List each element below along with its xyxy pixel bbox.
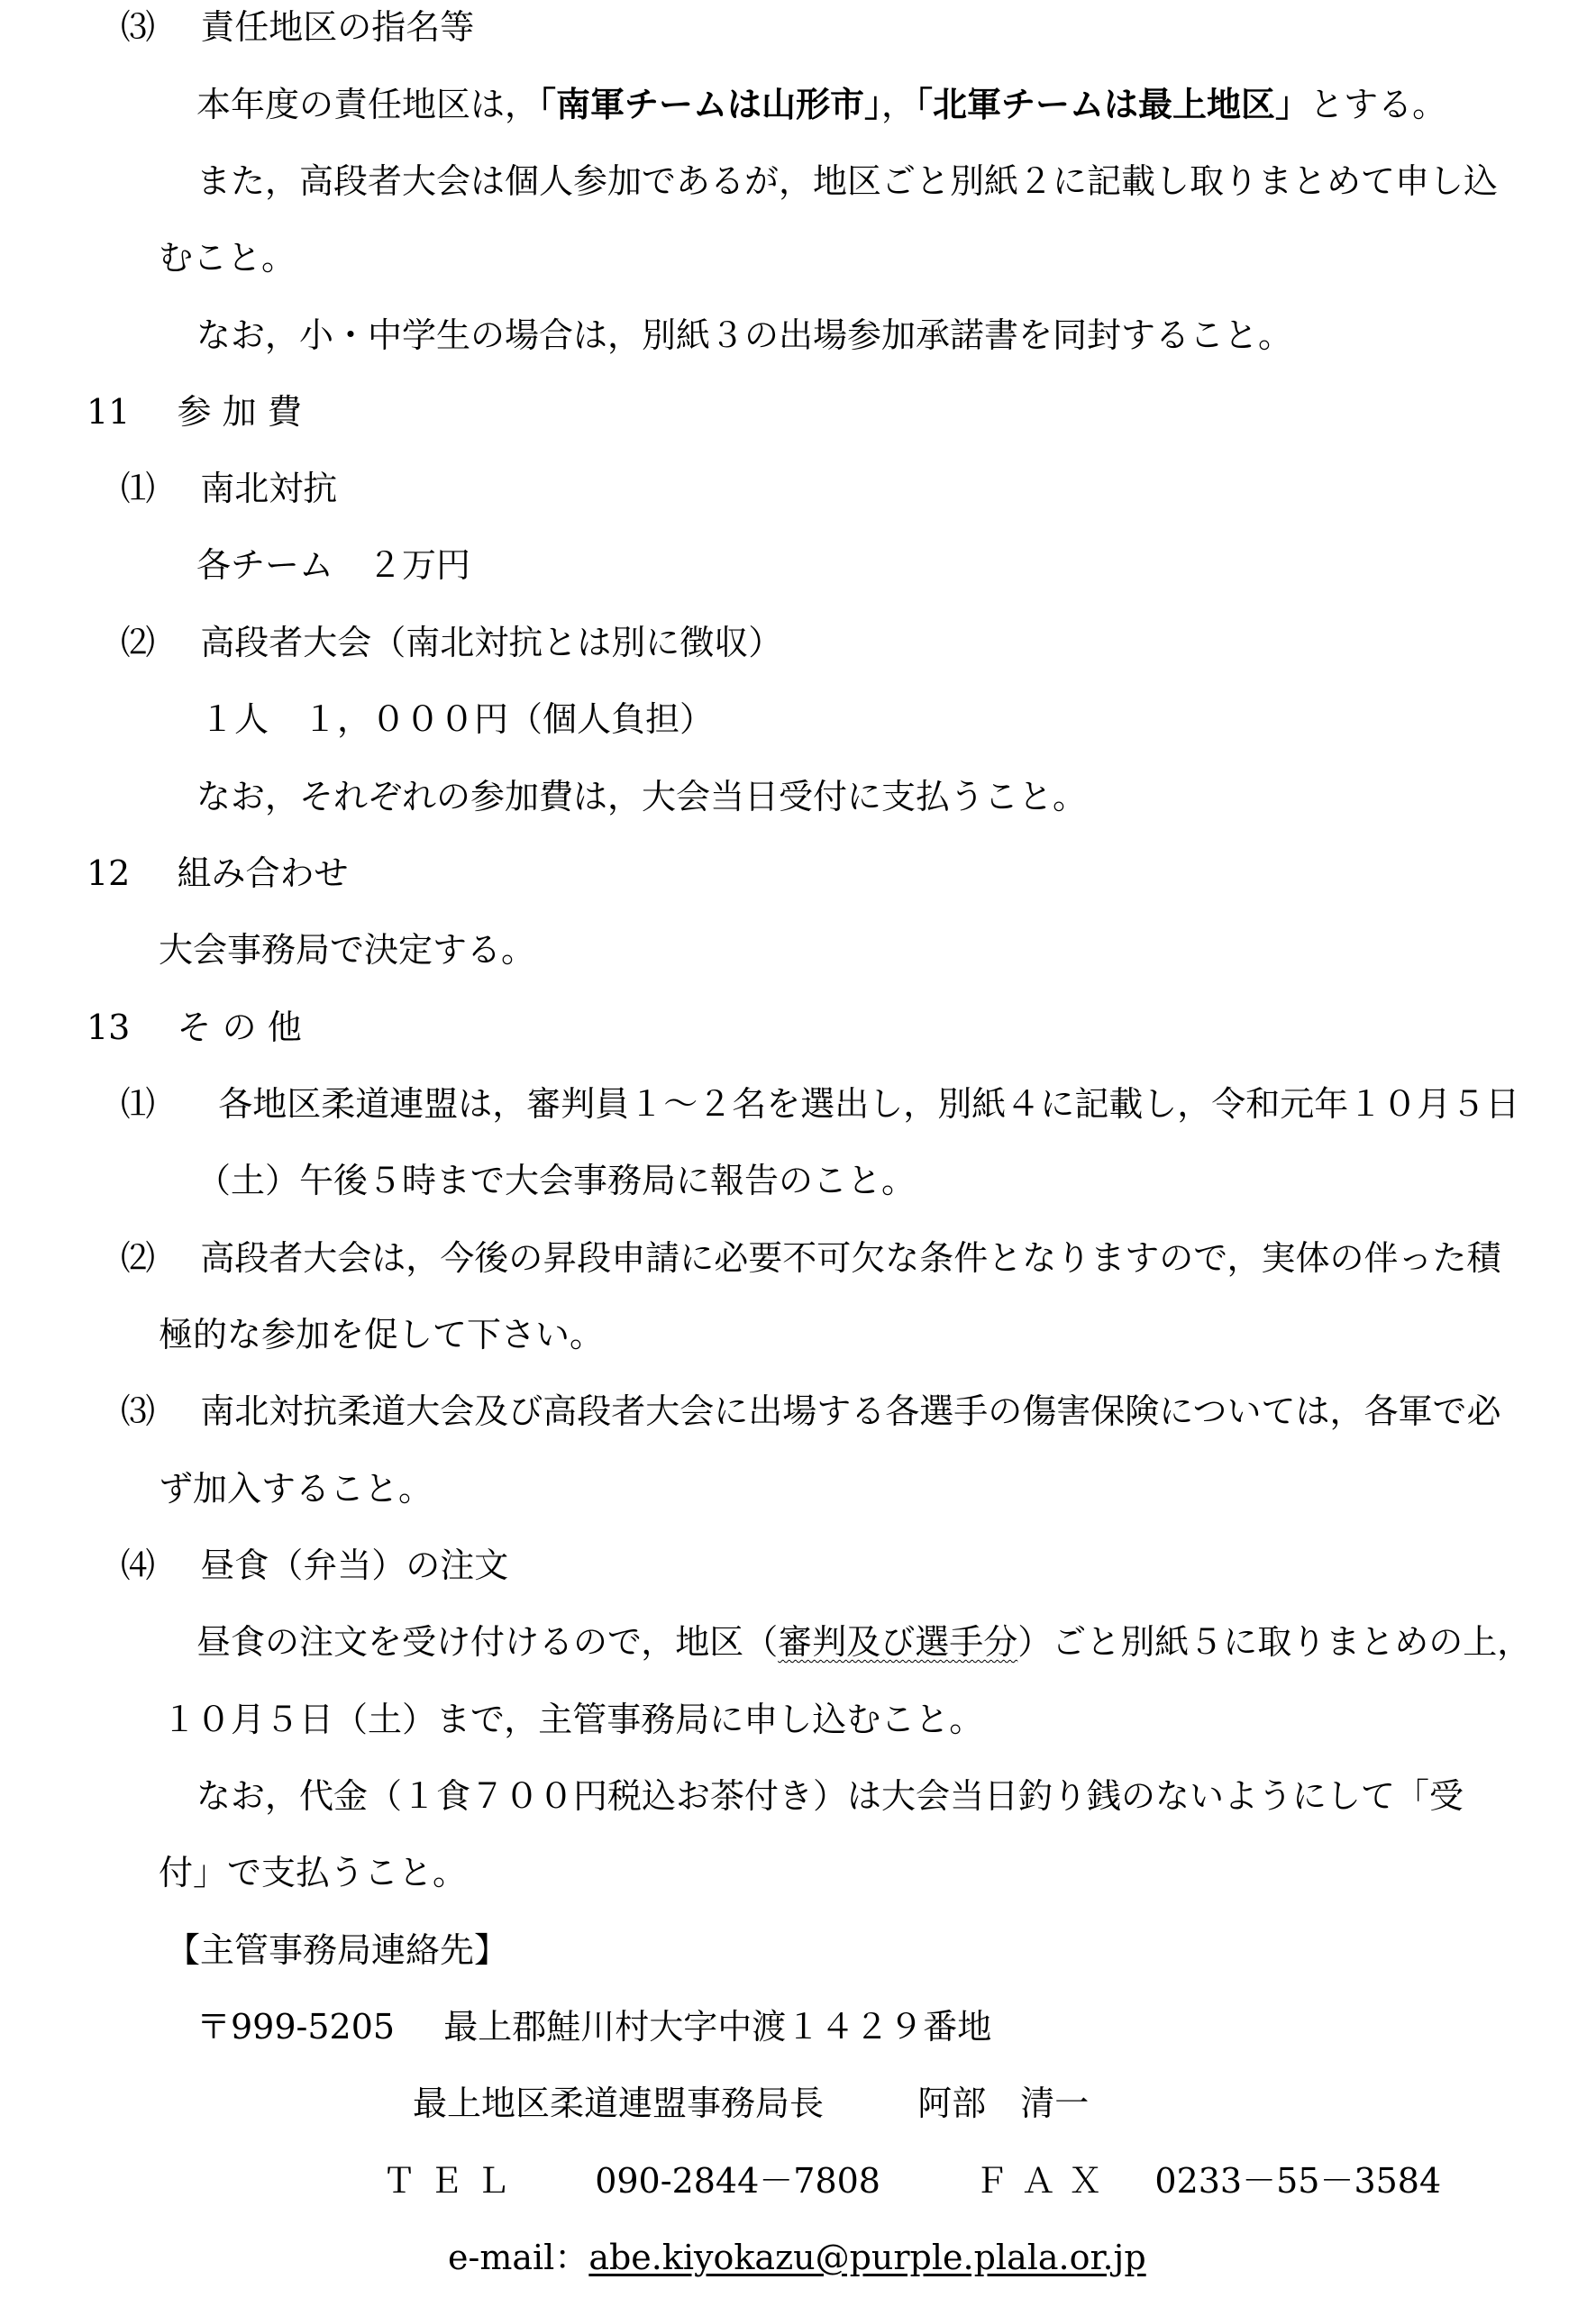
- item-number: ⑶: [121, 1391, 156, 1431]
- fee-item-2-detail: １人 １，０００円（個人負担）: [200, 699, 715, 739]
- section-number: 11: [87, 392, 131, 432]
- item-number: ⑵: [121, 1238, 156, 1278]
- section-13-heading: [87, 1006, 302, 1049]
- other-item-3-line2: ず加入すること。: [159, 1469, 433, 1509]
- item-number: ⑴: [121, 1084, 156, 1124]
- item-number: ⑵: [121, 623, 156, 662]
- referee-and-players-emphasis: 審判及び選手分: [778, 1622, 1018, 1662]
- postal-code: 〒999-5205: [196, 2007, 396, 2047]
- south-team-emphasis: 「南軍チームは山形市」: [539, 84, 882, 124]
- fee-item-1-detail: 各チーム ２万円: [196, 545, 471, 585]
- other-item-3-line1: [121, 1390, 1500, 1433]
- fee-item-1: [121, 467, 337, 510]
- item-number: ⑶: [121, 7, 156, 47]
- fee-note: なお，それぞれの参加費は，大会当日受付に支払うこと。: [196, 777, 1088, 816]
- minor-consent-paragraph: なお，小・中学生の場合は，別紙３の出場参加承諾書を同封すること。: [196, 315, 1293, 355]
- senior-entry-paragraph-line1: また，高段者大会は個人参加であるが，地区ごと別紙２に記載し取りまとめて申し込: [196, 161, 1499, 201]
- section-12-heading: [87, 852, 349, 895]
- contact-email-line: [448, 2236, 1146, 2279]
- fax-number: 0233－55－3584: [1154, 2161, 1442, 2201]
- north-team-emphasis: 「北軍チームは最上地区」: [916, 84, 1310, 124]
- postal-address: 最上郡鮭川村大字中渡１４２９番地: [443, 2007, 992, 2047]
- contact-phone-line: [382, 2159, 1441, 2202]
- item-number: ⑴: [121, 469, 156, 508]
- section-10-3-heading: [121, 5, 474, 49]
- email-link[interactable]: abe.kiyokazu@purple.plala.or.jp: [588, 2238, 1146, 2277]
- item-text: 高段者大会は，今後の昇段申請に必要不可欠な条件となりますので，実体の伴った積: [200, 1238, 1501, 1278]
- item-title: 高段者大会（南北対抗とは別に徴収）: [200, 623, 783, 662]
- item-title: 南北対抗: [200, 469, 338, 508]
- item-title: 昼食（弁当）の注文: [200, 1546, 509, 1585]
- fax-label: ＦＡＸ: [974, 2161, 1116, 2201]
- paragraph-text: ，: [881, 85, 917, 124]
- paragraph-text: 本年度の責任地区は，: [196, 85, 540, 124]
- other-item-2-line2: 極的な参加を促して下さい。: [159, 1315, 605, 1354]
- other-item-4-heading: [121, 1544, 508, 1587]
- pairing-text: 大会事務局で決定する。: [159, 930, 536, 970]
- section-title: 組み合わせ: [177, 853, 349, 893]
- fee-item-2: [121, 621, 782, 664]
- paragraph-text: とする。: [1309, 85, 1447, 124]
- contact-address-line: [196, 2005, 991, 2048]
- email-label: e-mail：: [448, 2238, 589, 2277]
- section-number: 12: [87, 853, 131, 893]
- section-title: そ の 他: [177, 1008, 302, 1047]
- item-text: 南北対抗柔道大会及び高段者大会に出場する各選手の傷害保険については，各軍で必: [200, 1391, 1501, 1431]
- other-item-2-line1: [121, 1236, 1500, 1280]
- contact-name: 阿部 清一: [917, 2084, 1090, 2123]
- item-text: 各地区柔道連盟は，審判員１～２名を選出し，別紙４に記載し，令和元年１０月５日: [218, 1084, 1520, 1124]
- senior-entry-paragraph-line2: むこと。: [159, 238, 296, 278]
- section-number: 13: [87, 1008, 131, 1047]
- contact-person-line: [413, 2082, 1089, 2125]
- organization-title: 最上地区柔道連盟事務局長: [413, 2084, 825, 2123]
- contact-heading: 【主管事務局連絡先】: [166, 1930, 509, 1970]
- lunch-payment-paragraph-line1: なお，代金（１食７００円税込お茶付き）は大会当日釣り銭のないようにして「受: [196, 1776, 1464, 1816]
- lunch-order-paragraph-line1: [196, 1620, 1531, 1664]
- responsible-area-paragraph: [196, 83, 1446, 126]
- section-11-heading: [87, 390, 302, 433]
- item-title: 責任地区の指名等: [200, 7, 475, 47]
- section-title: 参 加 費: [177, 392, 302, 432]
- paragraph-text: ）ごと別紙５に取りまとめの上，: [1017, 1622, 1532, 1662]
- item-number: ⑷: [121, 1546, 156, 1585]
- lunch-payment-paragraph-line2: 付」で支払うこと。: [159, 1853, 468, 1892]
- other-item-1-line2: （土）午後５時まで大会事務局に報告のこと。: [196, 1161, 917, 1200]
- tel-number: 090-2844－7808: [595, 2161, 880, 2201]
- tel-label: ＴＥＬ: [382, 2161, 524, 2201]
- lunch-order-paragraph-line2: １０月５日（土）まで，主管事務局に申し込むこと。: [162, 1700, 984, 1739]
- paragraph-text: 昼食の注文を受け付けるので，地区（: [196, 1622, 779, 1662]
- other-item-1-line1: [121, 1082, 1519, 1126]
